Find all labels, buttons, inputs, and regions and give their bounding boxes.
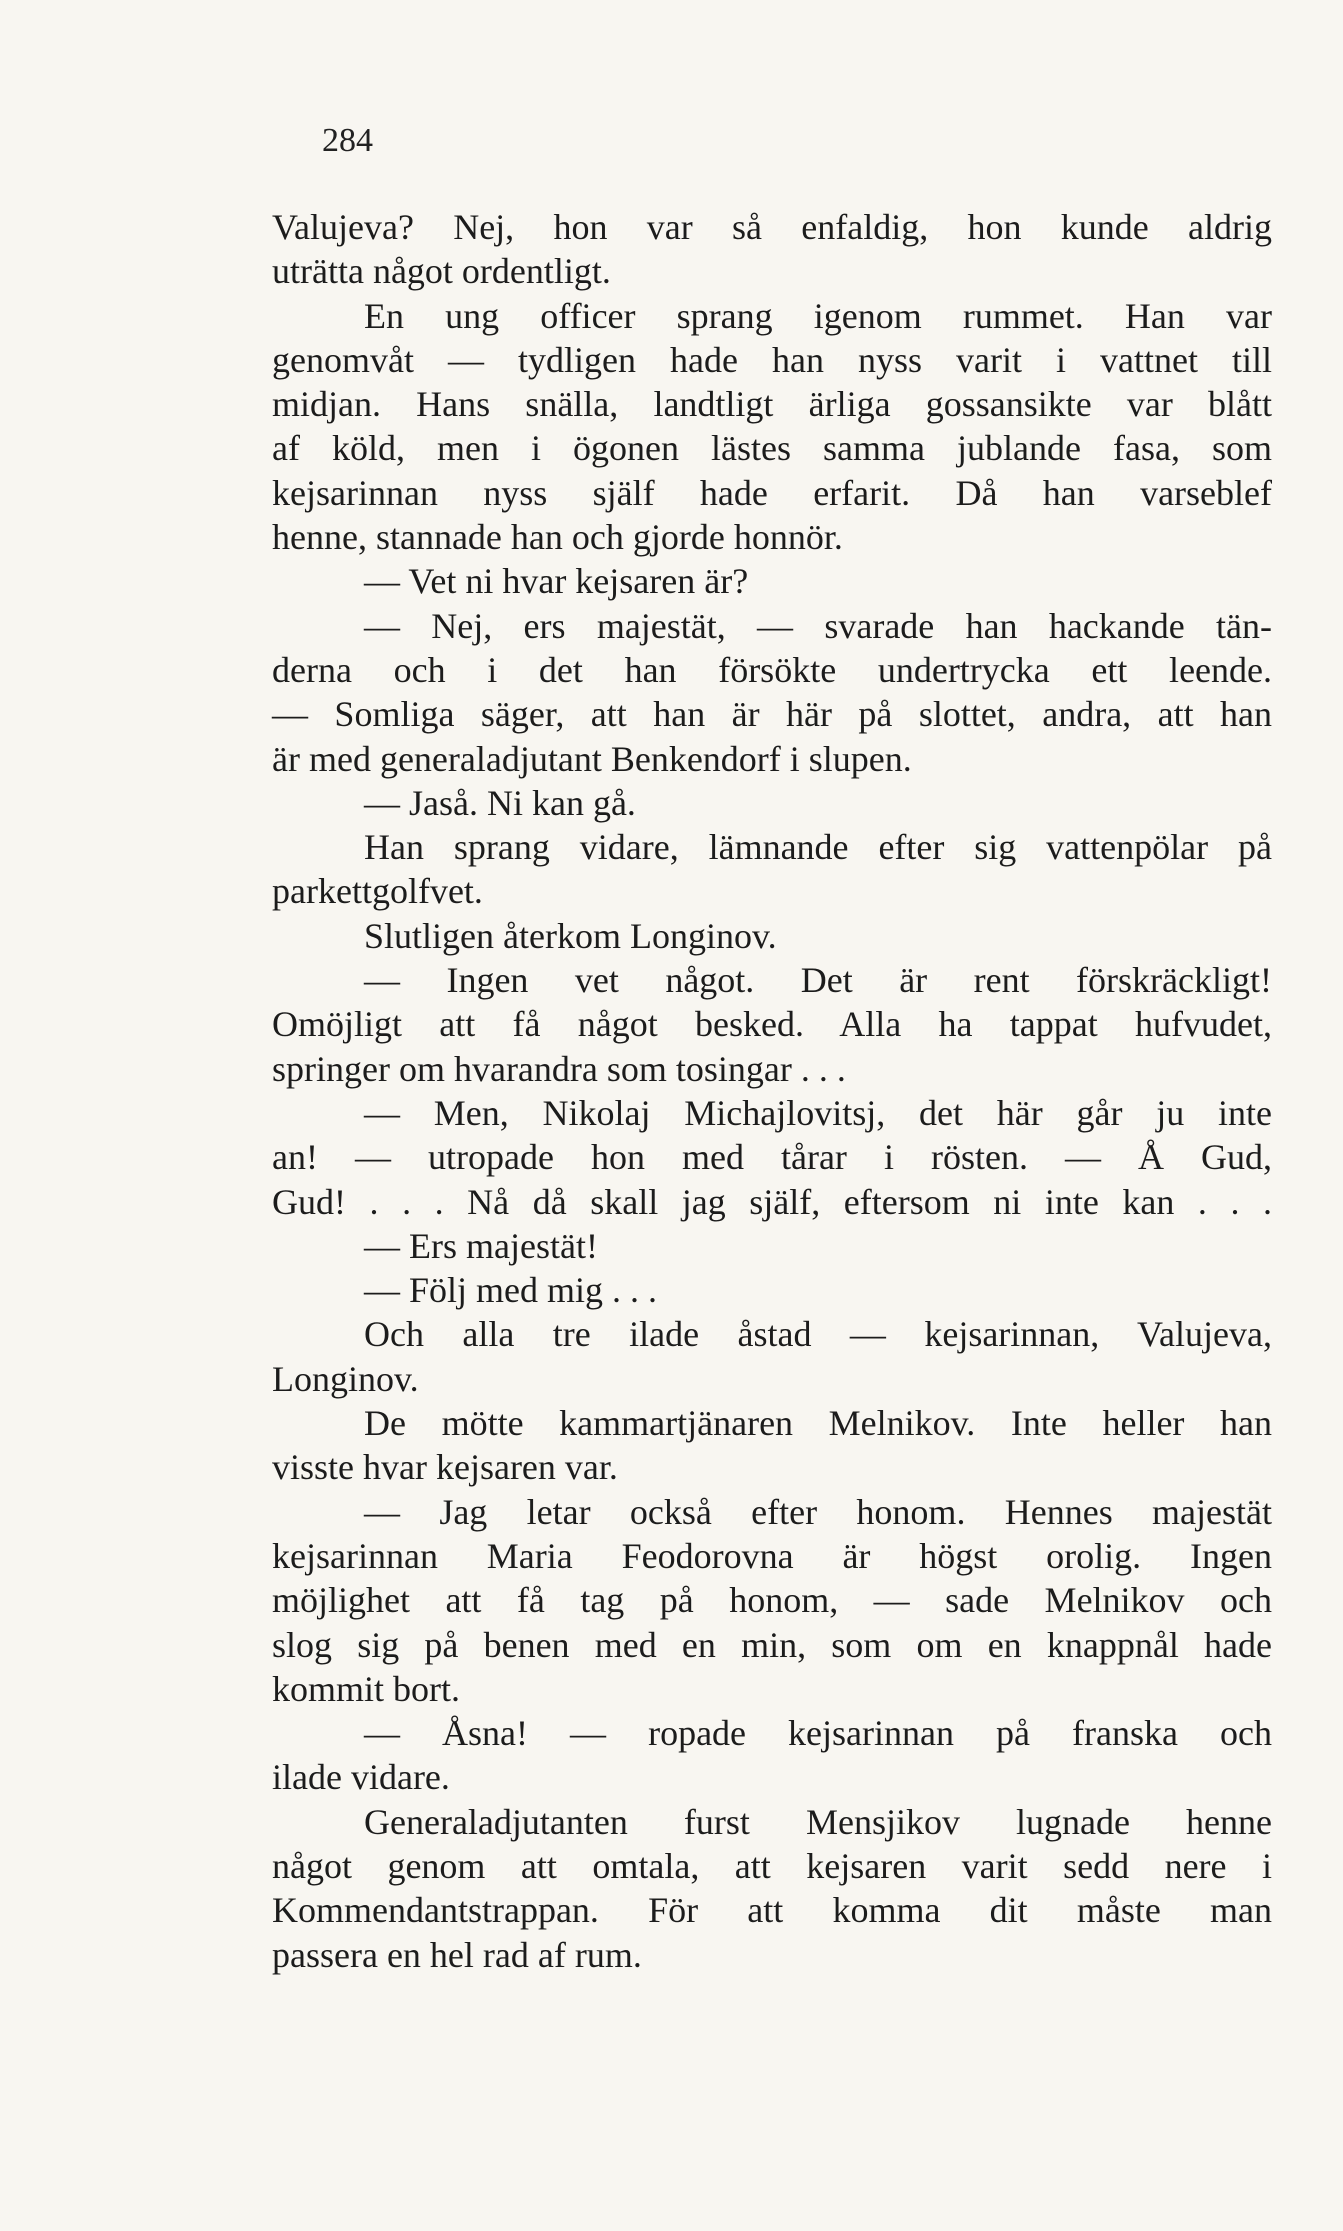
text-line: — Följ med mig . . . [364, 1270, 658, 1311]
text-line: Kommendantstrappan. För att komma dit måste man [272, 1890, 1272, 1931]
text-line: af köld, men i ögonen lästes samma jublande fasa, som [272, 428, 1272, 469]
text-line: Longinov. [272, 1358, 419, 1399]
text-line: De mötte kammartjänaren Melnikov. Inte heller han [364, 1403, 1272, 1444]
text-line: Och alla tre ilade åstad — kejsarinnan, Valujeva, [364, 1314, 1272, 1355]
text-line: — Ingen vet något. Det är rent förskräckligt! [364, 960, 1272, 1001]
text-line: springer om hvarandra som tosingar . . . [272, 1048, 846, 1089]
text-line: kejsarinnan Maria Feodorovna är högst orolig. Ingen [272, 1535, 1272, 1576]
text-line: möjlighet att få tag på honom, — sade Melnikov och [272, 1580, 1272, 1621]
text-line: visste hvar kejsaren var. [272, 1447, 618, 1488]
text-line: — Nej, ers majestät, — svarade han hackande tän- [364, 605, 1272, 646]
text-line: Slutligen återkom Longinov. [364, 915, 777, 956]
text-line: Valujeva? Nej, hon var så enfaldig, hon kunde aldrig [272, 207, 1272, 247]
text-line: Omöjligt att få något besked. Alla ha tappat hufvudet, [272, 1004, 1272, 1045]
text-line: — Jaså. Ni kan gå. [364, 782, 636, 823]
text-line: uträtta något ordentligt. [272, 251, 611, 292]
text-line: parkettgolfvet. [272, 871, 483, 912]
text-line: — Men, Nikolaj Michajlovitsj, det här går ju inte [364, 1092, 1272, 1133]
page-number: 284 [322, 122, 373, 159]
text-line: henne, stannade han och gjorde honnör. [272, 517, 843, 558]
text-line: Han sprang vidare, lämnande efter sig vattenpölar på [364, 827, 1272, 868]
text-line: passera en hel rad af rum. [272, 1934, 642, 1975]
text-line: ilade vidare. [272, 1757, 450, 1798]
text-line: kejsarinnan nyss själf hade erfarit. Då han varseblef [272, 472, 1272, 513]
text-line: derna och i det han försökte undertrycka ett leende. [272, 649, 1272, 690]
text-line: genomvåt — tydligen hade han nyss varit i vattnet till [272, 339, 1272, 380]
text-line: midjan. Hans snälla, landtligt ärliga gossansikte var blått [272, 384, 1272, 425]
text-line: slog sig på benen med en min, som om en knappnål hade [272, 1624, 1272, 1665]
text-line: är med generaladjutant Benkendorf i slupen. [272, 738, 912, 779]
text-line: — Vet ni hvar kejsaren är? [364, 561, 749, 602]
text-line: an! — utropade hon med tårar i rösten. — Å Gud, [272, 1137, 1272, 1178]
text-line: kommit bort. [272, 1668, 460, 1709]
text-line: — Åsna! — ropade kejsarinnan på franska och [364, 1713, 1272, 1754]
text-line: — Ers majestät! [364, 1225, 598, 1266]
text-line: — Jag letar också efter honom. Hennes majestät [364, 1491, 1272, 1532]
text-line: Gud! . . . Nå då skall jag själf, eftersom ni inte kan . . . [272, 1181, 1272, 1222]
text-line: något genom att omtala, att kejsaren varit sedd nere i [272, 1845, 1272, 1886]
text-line: En ung officer sprang igenom rummet. Han var [364, 295, 1272, 336]
body-text [272, 205, 1272, 1977]
text-line: Generaladjutanten furst Mensjikov lugnade henne [364, 1801, 1272, 1842]
text-line: — Somliga säger, att han är här på slottet, andra, att han [272, 694, 1272, 735]
